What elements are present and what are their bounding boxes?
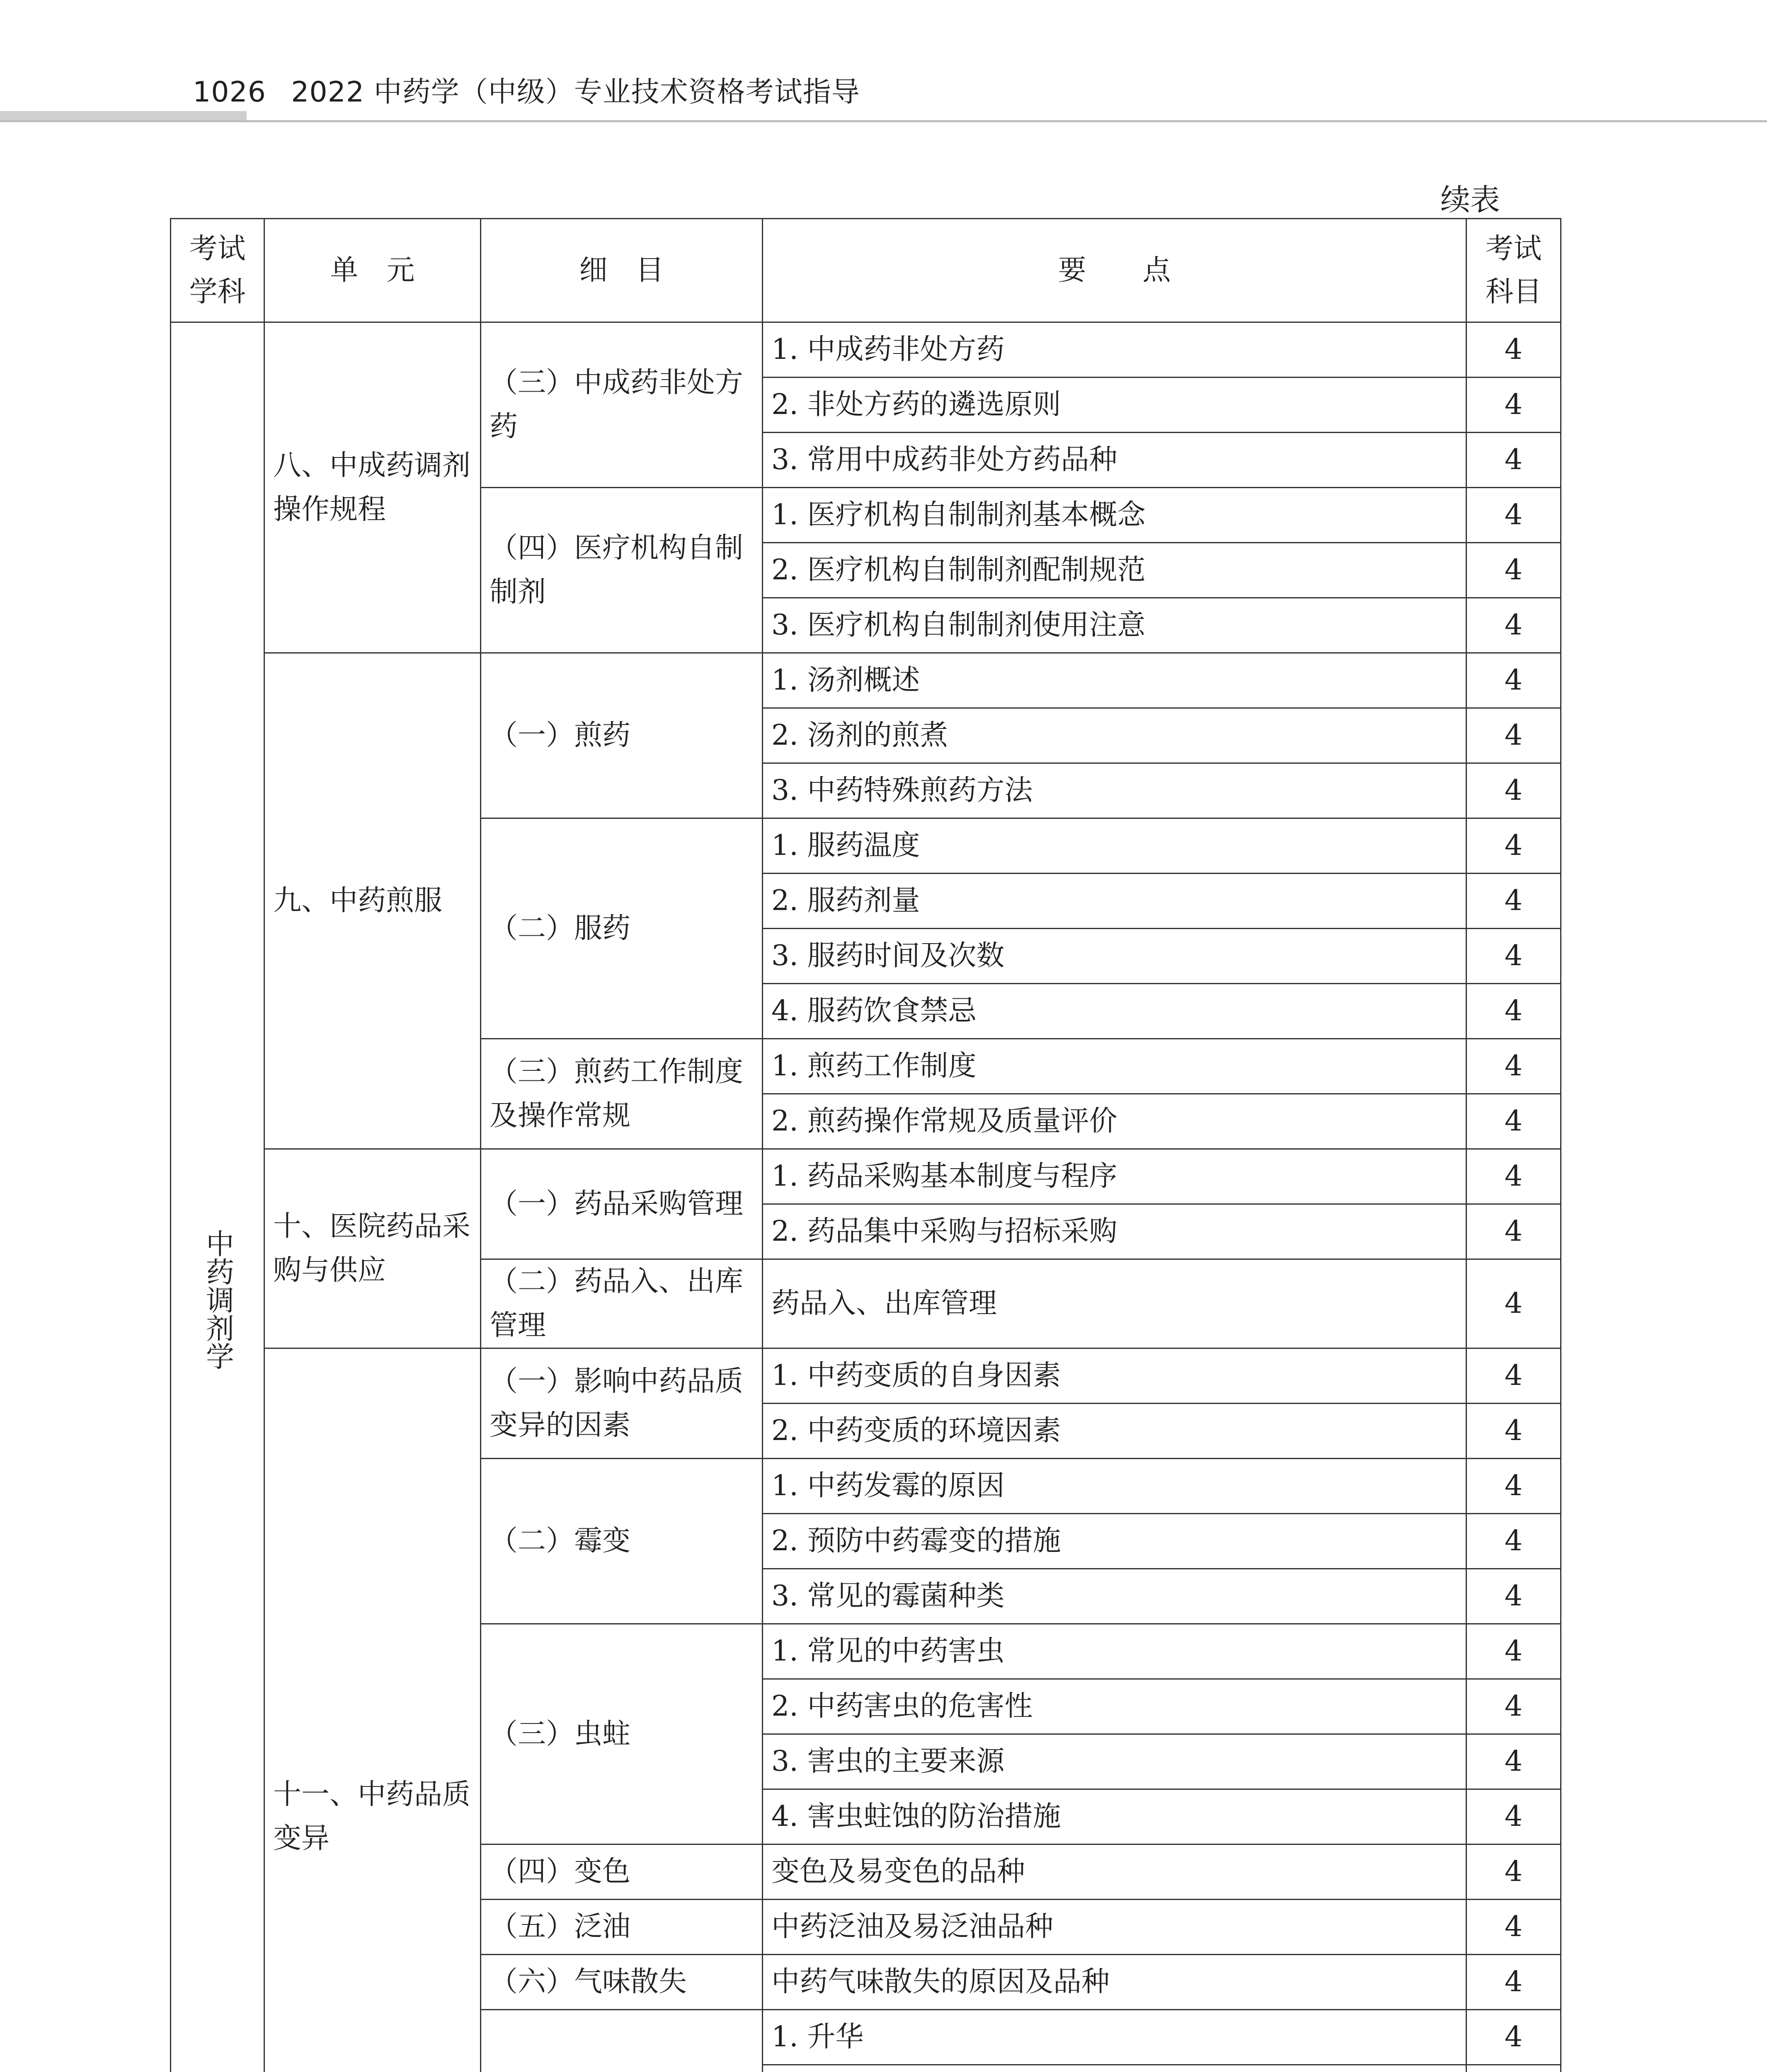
score-cell: 4: [1466, 1039, 1561, 1094]
point-cell: 3. 常见的霉菌种类: [763, 1569, 1466, 1624]
score-cell: 4: [1466, 763, 1561, 818]
point-cell: 2. 药品集中采购与招标采购: [763, 1204, 1466, 1259]
subject-label: 中药调剂学: [201, 1229, 234, 1370]
unit-cell: 十、医院药品采购与供应: [264, 1149, 481, 1348]
point-cell: 2. 预防中药霉变的措施: [763, 1514, 1466, 1569]
col-header-score: 考试科目: [1466, 219, 1561, 322]
page-number: 1026: [193, 76, 267, 109]
point-cell: 1. 中药发霉的原因: [763, 1459, 1466, 1514]
detail-cell: （一）煎药: [481, 653, 763, 818]
detail-cell: （四）变色: [481, 1844, 763, 1900]
score-cell: 4: [1466, 1204, 1561, 1259]
table-body: [171, 322, 1561, 2072]
header-rule: [0, 120, 1767, 122]
point-cell: 3. 中药特殊煎药方法: [763, 763, 1466, 818]
subject-cell: [171, 322, 264, 2072]
detail-cell: （三）中成药非处方药: [481, 322, 763, 488]
point-cell: 3. 医疗机构自制制剂使用注意: [763, 598, 1466, 653]
score-cell: 4: [1466, 1569, 1561, 1624]
col-header-points: 要 点: [763, 219, 1466, 322]
point-cell: 1. 服药温度: [763, 818, 1466, 874]
point-cell: 1. 医疗机构自制制剂基本概念: [763, 488, 1466, 543]
detail-cell: （三）煎药工作制度及操作常规: [481, 1039, 763, 1149]
book-title: 2022 中药学（中级）专业技术资格考试指导: [291, 76, 860, 109]
syllabus-table: [170, 218, 1561, 2072]
score-cell: 4: [1466, 1348, 1561, 1404]
table-row: [171, 1149, 1561, 1204]
detail-cell: （二）服药: [481, 818, 763, 1039]
point-cell: 1. 煎药工作制度: [763, 1039, 1466, 1094]
point-cell: 1. 汤剂概述: [763, 653, 1466, 708]
table-row: [171, 1348, 1561, 1404]
continued-label: 续表: [1440, 182, 1500, 217]
detail-cell: （一）影响中药品质变异的因素: [481, 1348, 763, 1459]
unit-cell: 十一、中药品质变异: [264, 1348, 481, 2072]
point-cell: 中药气味散失的原因及品种: [763, 1955, 1466, 2010]
score-cell: 4: [1466, 1734, 1561, 1789]
score-cell: 4: [1466, 1679, 1561, 1734]
score-cell: 4: [1466, 543, 1561, 598]
header-row: [171, 219, 1561, 322]
point-cell: 3. 常用中成药非处方药品种: [763, 433, 1466, 488]
score-cell: 4: [1466, 984, 1561, 1039]
score-cell: 4: [1466, 1259, 1561, 1348]
detail-cell: （一）药品采购管理: [481, 1149, 763, 1259]
score-cell: 4: [1466, 488, 1561, 543]
score-cell: 4: [1466, 1514, 1561, 1569]
score-cell: 4: [1466, 1459, 1561, 1514]
detail-cell: （二）药品入、出库管理: [481, 1259, 763, 1348]
score-cell: 4: [1466, 874, 1561, 929]
running-header: [193, 70, 860, 110]
table-row: [171, 322, 1561, 378]
score-cell: 4: [1466, 1094, 1561, 1149]
score-cell: 4: [1466, 818, 1561, 874]
point-cell: 变色及易变色的品种: [763, 1844, 1466, 1900]
score-cell: 4: [1466, 2010, 1561, 2065]
score-cell: 4: [1466, 1404, 1561, 1459]
detail-cell: （三）虫蛀: [481, 1624, 763, 1844]
point-cell: 2. 医疗机构自制制剂配制规范: [763, 543, 1466, 598]
point-cell: 1. 药品采购基本制度与程序: [763, 1149, 1466, 1204]
score-cell: 4: [1466, 929, 1561, 984]
point-cell: 2. 煎药操作常规及质量评价: [763, 1094, 1466, 1149]
detail-cell: （二）霉变: [481, 1459, 763, 1624]
point-cell: 3. 害虫的主要来源: [763, 1734, 1466, 1789]
point-cell: 1. 升华: [763, 2010, 1466, 2065]
unit-cell: 八、中成药调剂操作规程: [264, 322, 481, 653]
unit-cell: 九、中药煎服: [264, 653, 481, 1149]
point-cell: 1. 常见的中药害虫: [763, 1624, 1466, 1679]
score-cell: 4: [1466, 1149, 1561, 1204]
point-cell: 2. 非处方药的遴选原则: [763, 378, 1466, 433]
score-cell: 4: [1466, 1900, 1561, 1955]
col-header-subject: 考试学科: [171, 219, 264, 322]
detail-cell: （四）医疗机构自制制剂: [481, 488, 763, 653]
score-cell: 4: [1466, 1624, 1561, 1679]
point-cell: 3. 服药时间及次数: [763, 929, 1466, 984]
point-cell: 2. 中药害虫的危害性: [763, 1679, 1466, 1734]
point-cell: 药品入、出库管理: [763, 1259, 1466, 1348]
col-header-unit: 单 元: [264, 219, 481, 322]
score-cell: 4: [1466, 653, 1561, 708]
point-cell: 4. 害虫蛀蚀的防治措施: [763, 1789, 1466, 1844]
detail-cell: （五）泛油: [481, 1900, 763, 1955]
score-cell: 4: [1466, 378, 1561, 433]
point-cell: [763, 2065, 1466, 2072]
point-cell: 中药泛油及易泛油品种: [763, 1900, 1466, 1955]
score-cell: 4: [1466, 433, 1561, 488]
point-cell: 2. 服药剂量: [763, 874, 1466, 929]
score-cell: 4: [1466, 1955, 1561, 2010]
point-cell: 2. 汤剂的煎煮: [763, 708, 1466, 763]
score-cell: 4: [1466, 1789, 1561, 1844]
table-row: [171, 653, 1561, 708]
col-header-detail: 细 目: [481, 219, 763, 322]
point-cell: 1. 中成药非处方药: [763, 322, 1466, 378]
score-cell: 4: [1466, 708, 1561, 763]
point-cell: 4. 服药饮食禁忌: [763, 984, 1466, 1039]
score-cell: 4: [1466, 322, 1561, 378]
point-cell: 1. 中药变质的自身因素: [763, 1348, 1466, 1404]
detail-cell: [481, 2010, 763, 2072]
score-cell: 4: [1466, 1844, 1561, 1900]
detail-cell: （六）气味散失: [481, 1955, 763, 2010]
score-cell: [1466, 2065, 1561, 2072]
point-cell: 2. 中药变质的环境因素: [763, 1404, 1466, 1459]
score-cell: 4: [1466, 598, 1561, 653]
